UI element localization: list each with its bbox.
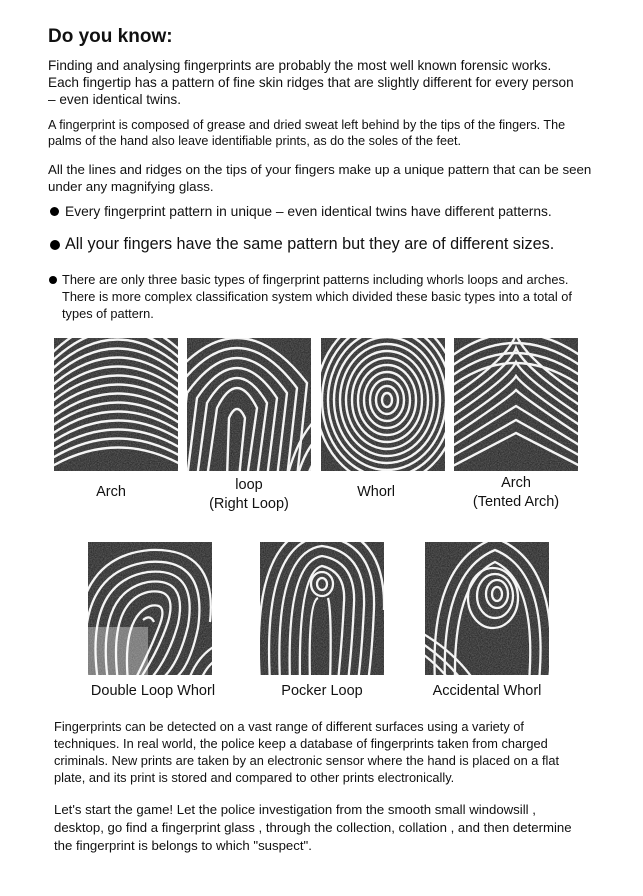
pattern-caption: Arch (Tented Arch) [472, 475, 560, 510]
intro-paragraph: Finding and analysing fingerprints are probably the most well known forensic works. Each fingertip has a pattern of fine skin ridges that are slightly different for every person – even identical twins. [48, 58, 574, 107]
bullet-item: There are only three basic types of fingerprint patterns including whorls loops and arches. There is more complex classification system which divided these basic types into a total of types of pattern. [48, 271, 583, 322]
composition-paragraph: A fingerprint is composed of grease and dried sweat left behind by the tips of the fingers. The palms of the hand also leave identifiable prints, as do the soles of the feet. [48, 118, 566, 148]
arch-fingerprint-icon [54, 338, 178, 471]
pocket-loop-fingerprint-icon [260, 542, 384, 675]
double-loop-whorl-fingerprint-icon [88, 542, 212, 675]
accidental-whorl-fingerprint-icon [425, 542, 549, 675]
bullet-item: Every fingerprint pattern in unique – even identical twins have different patterns. [48, 203, 608, 220]
pattern-caption: Accidental Whorl [432, 683, 542, 699]
pattern-caption: Whorl [357, 484, 395, 500]
lines-paragraph: All the lines and ridges on the tips of your fingers make up a unique pattern that can be seen under any magnifying glass. [48, 162, 592, 194]
game-paragraph: Let's start the game! Let the police investigation from the smooth small windowsill , desktop, go find a fingerprint glass , through the collection, collation , and then determine the fingerprint is belongs to which "suspect". [54, 802, 572, 853]
page-title: Do you know: [48, 26, 173, 47]
pattern-caption: Arch [96, 484, 126, 500]
bullet-item: All your fingers have the same pattern but they are of different sizes. [48, 234, 618, 255]
whorl-fingerprint-icon [321, 338, 445, 471]
pattern-caption: loop (Right Loop) [209, 477, 289, 512]
bullet-dot-icon [50, 207, 59, 216]
bullet-dot-icon [49, 276, 57, 284]
pattern-caption: Pocker Loop [281, 683, 363, 699]
detection-paragraph: Fingerprints can be detected on a vast range of different surfaces using a variety of techniques. In real world, the police keep a database of fingerprints taken from charged criminals. New prints are taken by an electronic sensor where the hand is placed on a flat plate, and its print is stored and compared to other prints electronically. [54, 719, 560, 785]
pattern-caption: Double Loop Whorl [90, 683, 216, 699]
bullet-dot-icon [50, 240, 60, 250]
tented-arch-fingerprint-icon [454, 338, 578, 471]
loop-fingerprint-icon [187, 338, 311, 471]
